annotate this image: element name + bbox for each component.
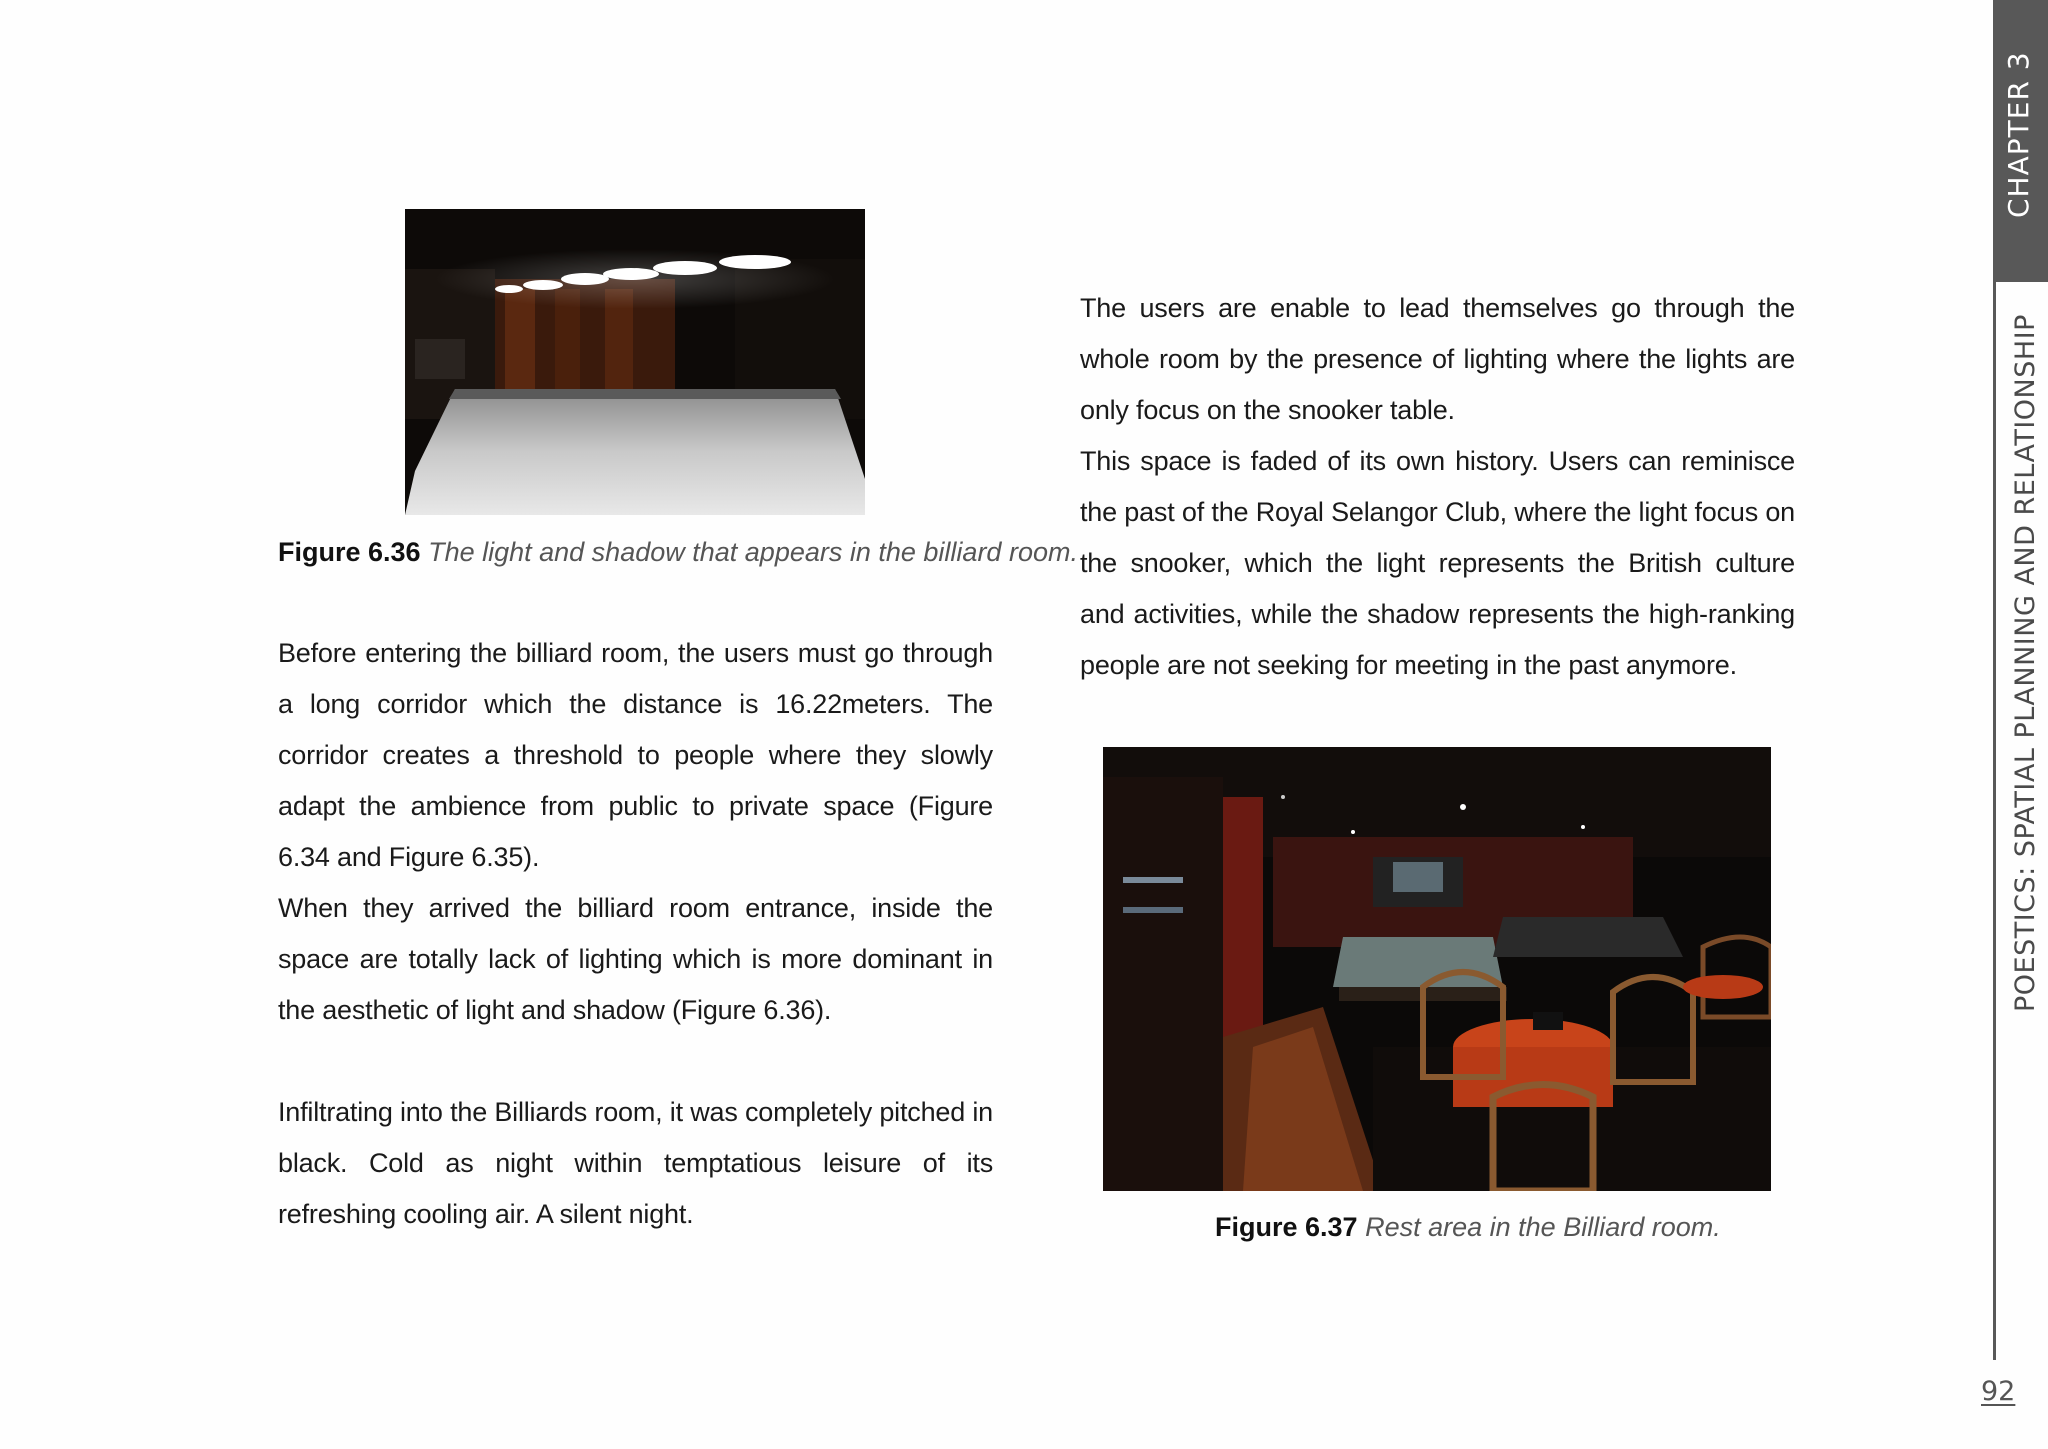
figure-number: Figure 6.37 — [1215, 1212, 1358, 1242]
figure-caption-text: The light and shadow that appears in the billiard room. — [428, 537, 1078, 567]
page-number: 92 — [1981, 1376, 2016, 1407]
section-title: POESTICS: SPATIAL PLANNING AND RELATIONSHIP — [2010, 314, 2041, 1012]
figure-number: Figure 6.36 — [278, 537, 421, 567]
left-paragraph-3: Infiltrating into the Billiards room, it was completely pitched in black. Cold as night within temptatious leisure of its refreshing cooling air. A silent night. — [278, 1097, 993, 1229]
figure-6-36-photo — [405, 209, 865, 515]
figure-caption-text: Rest area in the Billiard room. — [1365, 1212, 1721, 1242]
right-paragraph-1: The users are enable to lead themselves go through the whole room by the presence of lighting where the lights are only focus on the snooker table. — [1080, 293, 1795, 425]
left-paragraph-1: Before entering the billiard room, the users must go through a long corridor which the distance is 16.22meters. The corridor creates a threshold to people where they slowly adapt the ambience from public to private space (Figure 6.34 and Figure 6.35). — [278, 638, 993, 872]
figure-6-37-caption — [1215, 1210, 1721, 1244]
right-paragraph-2: This space is faded of its own history. Users can reminisce the past of the Royal Selangor Club, where the light focus on the snooker, which the light represents the British culture and activities, while the shadow represents the high-ranking people are not seeking for meeting in the past anymore. — [1080, 446, 1795, 680]
left-paragraph-2: When they arrived the billiard room entrance, inside the space are totally lack of lighting which is more dominant in the aesthetic of light and shadow (Figure 6.36). — [278, 893, 993, 1025]
figure-6-36-caption — [278, 535, 1078, 569]
figure-6-37-photo — [1103, 747, 1771, 1191]
chapter-label: CHAPTER 3 — [2002, 51, 2035, 218]
sidebar-rule — [1993, 282, 1996, 1360]
